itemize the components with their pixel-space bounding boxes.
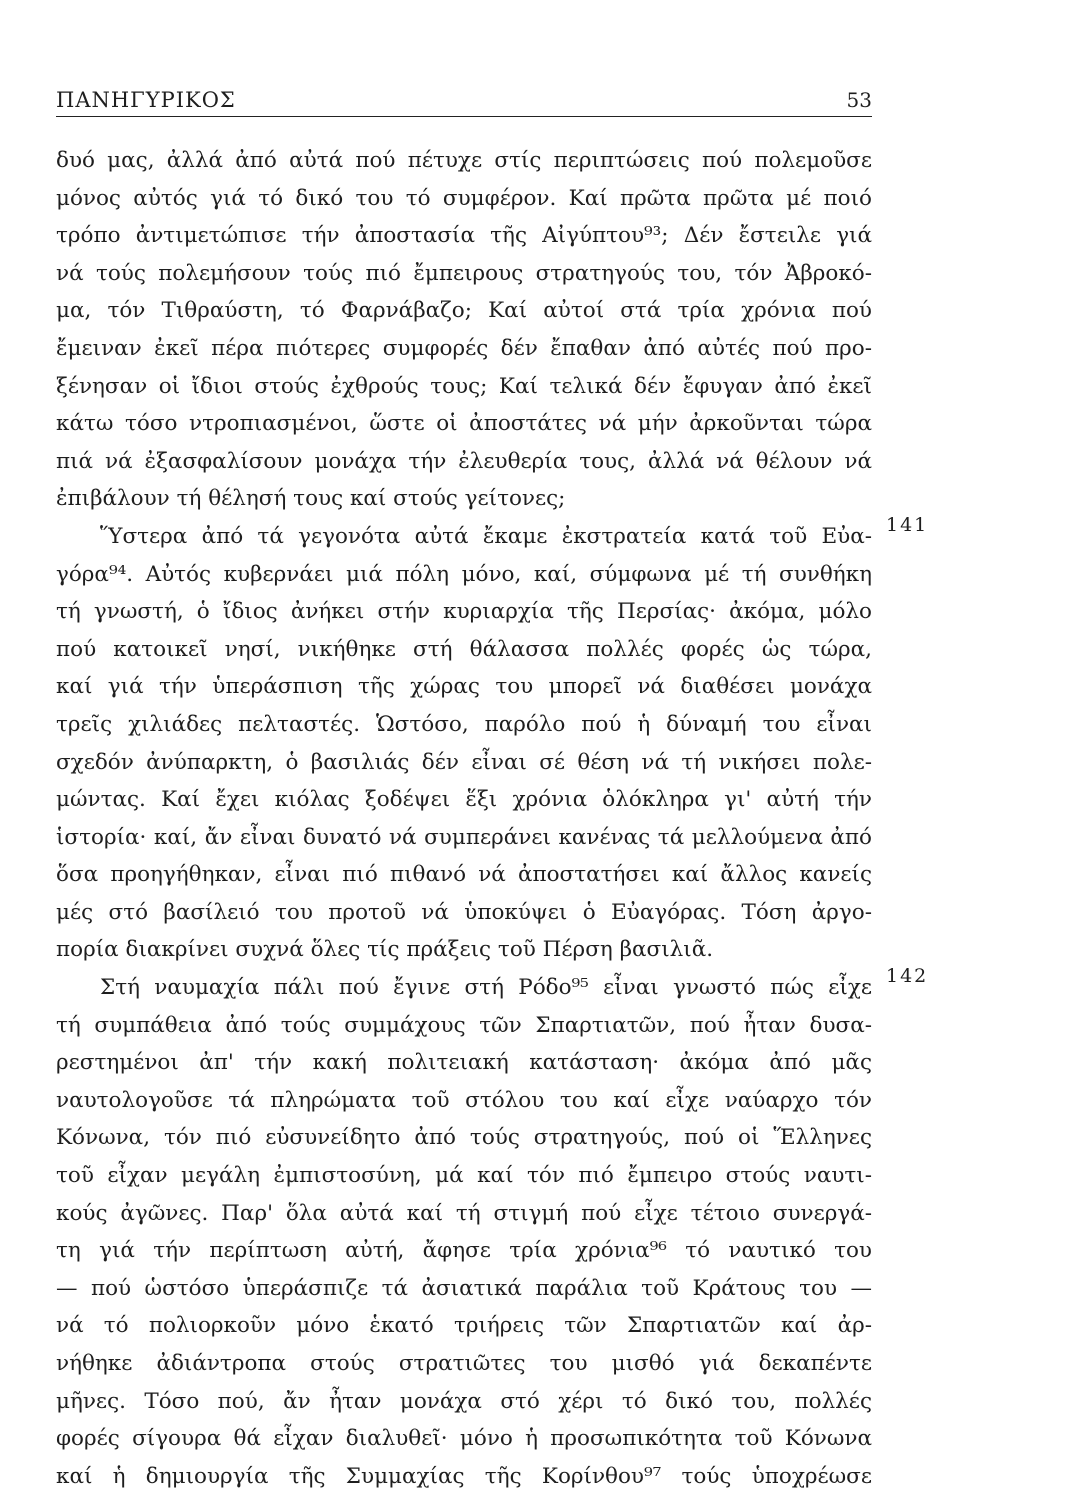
page-number: 53 [846,88,872,112]
text-line: δυό μας, ἀλλά ἀπό αὐτά πού πέτυχε στίς περιπτώσεις πού πολεμοῦσε [56,148,872,173]
text-line: νήθηκε ἀδιάντροπα στούς στρατιῶτες του μισθό γιά δεκαπέντε [56,1351,872,1376]
text-line: — πού ὡστόσο ὑπεράσπιζε τά ἀσιατικά παράλια τοῦ Κράτους του — [56,1275,872,1301]
page-header [56,86,872,117]
text-line: φορές σίγουρα θά εἶχαν διαλυθεῖ· μόνο ἡ προσωπικότητα τοῦ Κόνωνα [56,1426,872,1452]
margin-section-number: 141 [886,514,929,536]
text-line: μα, τόν Τιθραύστη, τό Φαρνάβαζο; Καί αὐτοί στά τρία χρόνια πού [56,298,872,324]
text-line: Στή ναυμαχία πάλι πού ἔγινε στή Ρόδο⁹⁵ εἶναι γνωστό πώς εἶχε [100,975,872,1001]
text-line: ὅσα προηγήθηκαν, εἶναι πιό πιθανό νά ἀποστατήσει καί ἄλλος κανείς [56,862,872,888]
text-line: μώντας. Καί ἔχει κιόλας ξοδέψει ἕξι χρόνια ὁλόκληρα γι' αὐτή τήν [56,787,872,813]
text-line: κούς ἀγῶνες. Παρ' ὅλα αὐτά καί τή στιγμή πού εἶχε τέτοιο συνεργά- [56,1200,872,1226]
running-title: ΠΑΝΗΓΥΡΙΚΟΣ [56,88,236,112]
text-line: σχεδόν ἀνύπαρκτη, ὁ βασιλιάς δέν εἶναι σέ θέση νά τή νικήσει πολε- [56,749,872,775]
text-line: ξένησαν οἱ ἴδιοι στούς ἐχθρούς τους; Καί τελικά δέν ἔφυγαν ἀπό ἐκεῖ [56,373,872,399]
text-line: καί ἡ δημιουργία τῆς Συμμαχίας τῆς Κορίνθου⁹⁷ τούς ὑποχρέωσε [56,1463,872,1489]
text-line: τρόπο ἀντιμετώπισε τήν ἀποστασία τῆς Αἰγύπτου⁹³; Δέν ἔστειλε γιά [56,223,872,249]
text-line: τρεῖς χιλιάδες πελταστές. Ὡστόσο, παρόλο πού ἡ δύναμή του εἶναι [56,711,872,737]
text-line: ἱστορία· καί, ἄν εἶναι δυνατό νά συμπεράνει κανένας τά μελλούμενα ἀπό [56,824,872,850]
text-line: ρεστημένοι ἀπ' τήν κακή πολιτειακή κατάσταση· ἀκόμα ἀπό μᾶς [56,1050,872,1076]
text-line: ναυτολογοῦσε τά πληρώματα τοῦ στόλου του καί εἶχε ναύαρχο τόν [56,1087,872,1113]
text-line: νά τό πολιορκοῦν μόνο ἑκατό τριήρεις τῶν Σπαρτιατῶν καί ἀρ- [56,1313,872,1339]
text-line: νά τούς πολεμήσουν τούς πιό ἔμπειρους στρατηγούς του, τόν Ἀβροκό- [56,260,872,286]
text-line: πιά νά ἐξασφαλίσουν μονάχα τήν ἐλευθερία τους, ἀλλά νά θέλουν νά [56,448,872,474]
text-line: τή γνωστή, ὁ ἴδιος ἀνήκει στήν κυριαρχία τῆς Περσίας· ἀκόμα, μόλο [56,599,872,625]
text-line: γόρα⁹⁴. Αὐτός κυβερνάει μιά πόλη μόνο, καί, σύμφωνα μέ τή συνθήκη [56,561,872,587]
body-text [56,142,872,1495]
text-line: πορία διακρίνει συχνά ὅλες τίς πράξεις τοῦ Πέρση βασιλιᾶ. [56,937,714,963]
text-line: Ὕστερα ἀπό τά γεγονότα αὐτά ἔκαμε ἐκστρατεία κατά τοῦ Εὐα- [100,523,872,549]
text-line: ἐπιβάλουν τή θέλησή τους καί στούς γείτονες; [56,486,566,512]
margin-section-number: 142 [886,965,929,987]
text-line: ἔμειναν ἐκεῖ πέρα πιότερες συμφορές δέν ἔπαθαν ἀπό αὐτές πού προ- [56,335,872,361]
text-line: κάτω τόσο ντροπιασμένοι, ὥστε οἱ ἀποστάτες νά μήν ἀρκοῦνται τώρα [56,411,872,437]
text-line: Κόνωνα, τόν πιό εὐσυνείδητο ἀπό τούς στρατηγούς, πού οἱ Ἕλληνες [56,1125,872,1151]
text-line: τοῦ εἶχαν μεγάλη ἐμπιστοσύνη, μά καί τόν πιό ἔμπειρο στούς ναυτι- [56,1163,872,1189]
text-line: τη γιά τήν περίπτωση αὐτή, ἄφησε τρία χρόνια⁹⁶ τό ναυτικό του [56,1238,872,1264]
text-line: πού κατοικεῖ νησί, νικήθηκε στή θάλασσα πολλές φορές ὡς τώρα, [56,636,872,662]
text-line: μόνος αὐτός γιά τό δικό του τό συμφέρον. Καί πρῶτα πρῶτα μέ ποιό [56,185,872,211]
text-line: μῆνες. Τόσο πού, ἄν ἦταν μονάχα στό χέρι τό δικό του, πολλές [56,1388,872,1414]
text-line: καί γιά τήν ὑπεράσπιση τῆς χώρας του μπορεῖ νά διαθέσει μονάχα [56,674,872,700]
text-line: μές στό βασίλειό του προτοῦ νά ὑποκύψει ὁ Εὐαγόρας. Τόση ἀργο- [56,899,872,925]
text-line: τή συμπάθεια ἀπό τούς συμμάχους τῶν Σπαρτιατῶν, πού ἦταν δυσα- [56,1012,872,1038]
